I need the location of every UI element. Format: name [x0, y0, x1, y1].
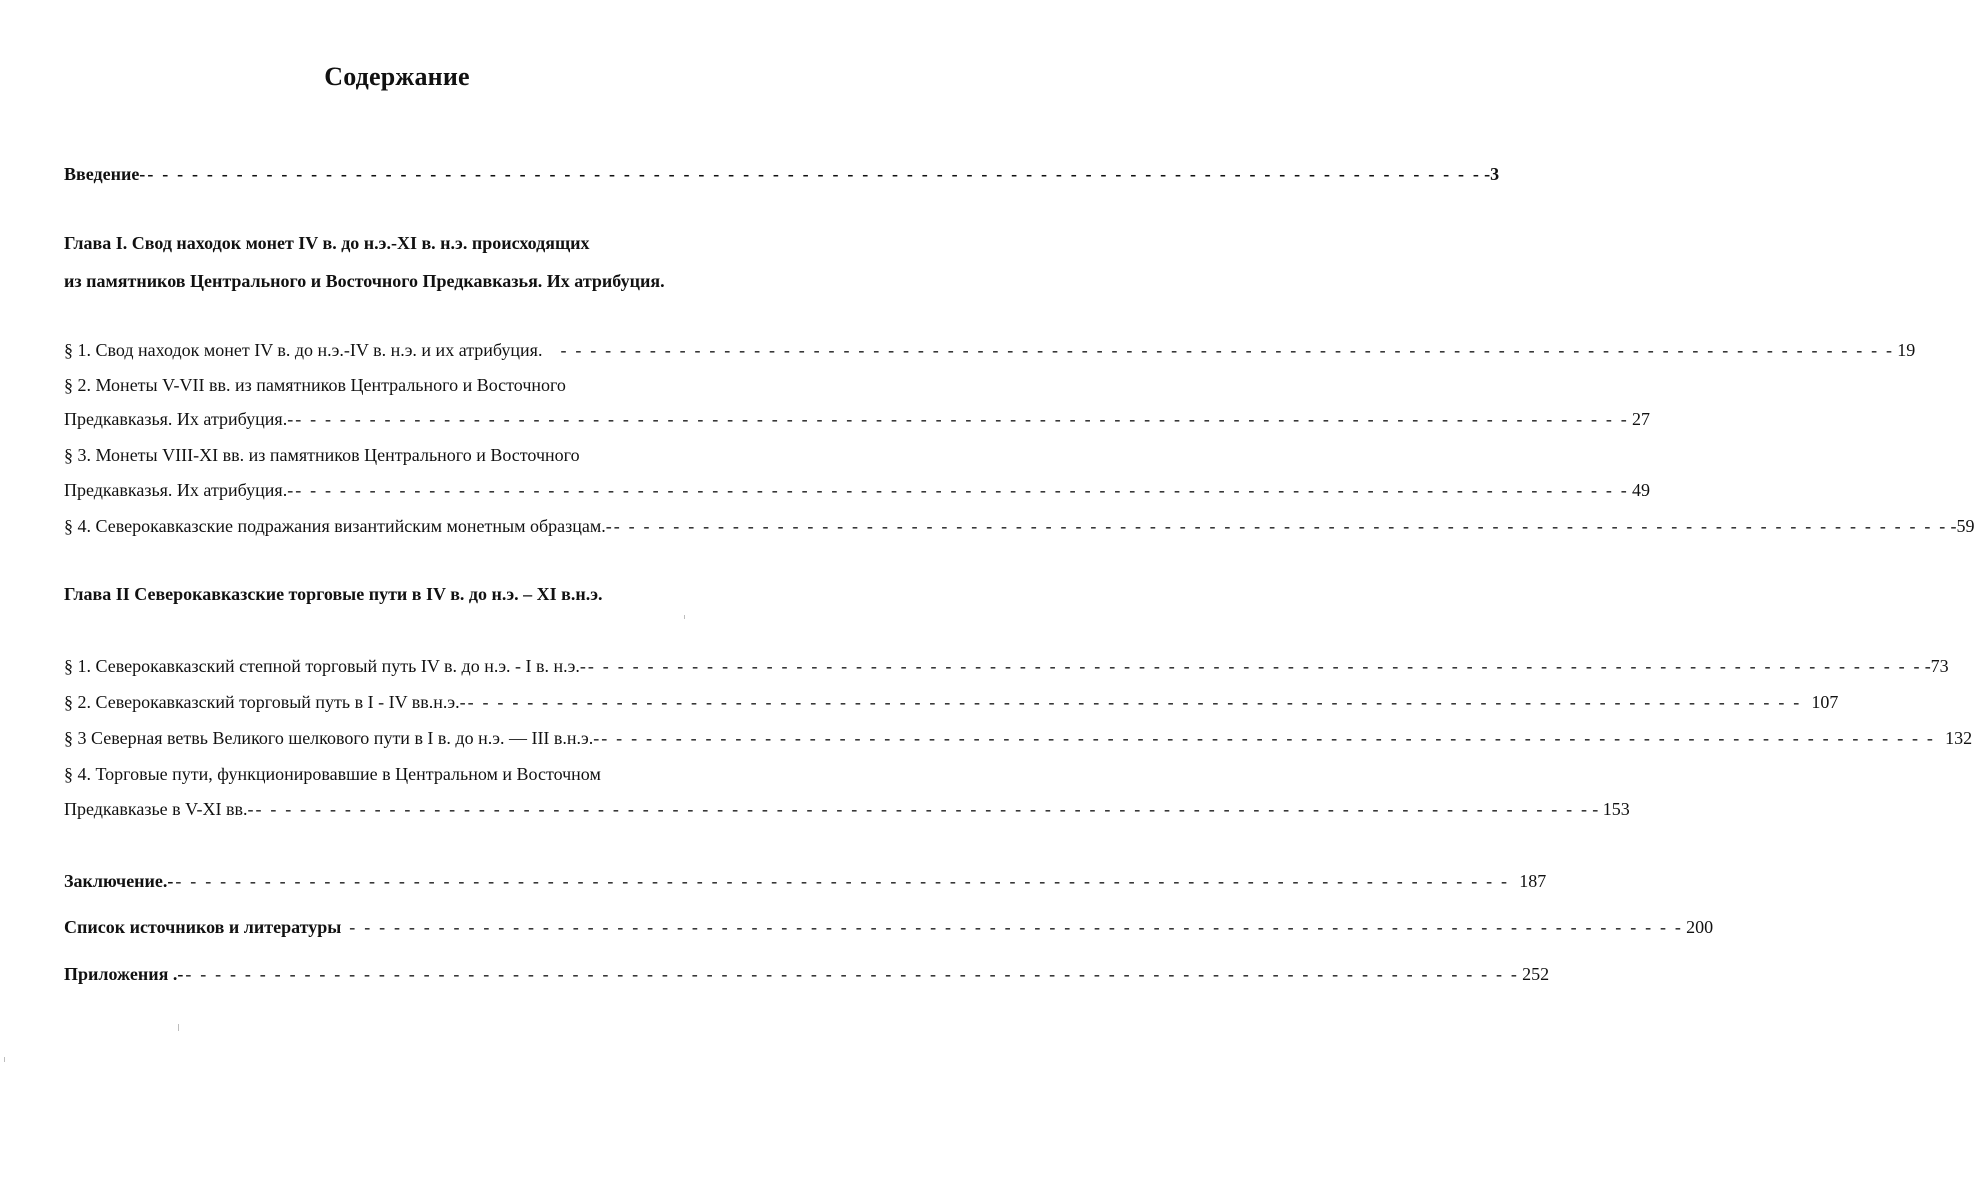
toc-entry-page: 19 — [1897, 340, 1916, 360]
page-title: Содержание — [324, 62, 470, 91]
dot-leader: - - - - - - - - - - - - - - - - - - - - - - - - - - - - - - - - - - - - - - - - - - - - - - - - - - - - - - - - - - - - - - - - - - - - - - - - - - - - - - - - - - - - - - - - - - — [601, 728, 1936, 748]
toc-entry-ch1-sec4 — [64, 513, 1975, 539]
chapter-2-heading: Глава II Северокавказские торговые пути в IV в. до н.э. – XI в.н.э. — [64, 584, 603, 604]
toc-entry-ch2-sec1 — [64, 653, 1949, 679]
chapter-1-heading-line-2: из памятников Центрального и Восточного Предкавказья. Их атрибуция. — [64, 271, 665, 291]
toc-entry-text: § 1. Свод находок монет IV в. до н.э.-IV в. н.э. и их атрибуция. — [64, 340, 543, 360]
scan-speck — [4, 1057, 5, 1062]
dot-leader: - - - - - - - - - - - - - - - - - - - - - - - - - - - - - - - - - - - - - - - - - - - - - - - - - - - - - - - - - - - - - - - - - - - - - - - - - - - - - - - - - - - - - - - - - - — [255, 799, 1590, 819]
dot-leader: - - - - - - - - - - - - - - - - - - - - - - - - - - - - - - - - - - - - - - - - - - - - - - - - - - - - - - - - - - - - - - - - - - - - - - - - - - - - - - - - - - - - - - - - - - — [147, 164, 1482, 184]
toc-entry-text: Предкавказья. Их атрибуция.- — [64, 409, 294, 429]
toc-entry-appendices — [64, 961, 1550, 987]
toc-entry-page: 27 — [1631, 409, 1650, 429]
dot-leader: - - - - - - - - - - - - - - - - - - - - - - - - - - - - - - - - - - - - - - - - - - - - - - - - - - - - - - - - - - - - - - - - - - - - - - - - - - - - - - - - - - - - - - - - - - — [587, 656, 1922, 676]
toc-entry-text: § 3 Северная ветвь Великого шелкового пути в I в. до н.э. — III в.н.э.- — [64, 728, 600, 748]
toc-entry-text: Список источников и литературы — [64, 917, 342, 937]
dot-leader: - - - - - - - - - - - - - - - - - - - - - - - - - - - - - - - - - - - - - - - - - - - - - - - - - - - - - - - - - - - - - - - - - - - - - - - - - - - - - - - - - - - - - - - - - - — [560, 340, 1895, 360]
dot-leader: - - - - - - - - - - - - - - - - - - - - - - - - - - - - - - - - - - - - - - - - - - - - - - - - - - - - - - - - - - - - - - - - - - - - - - - - - - - - - - - - - - - - - - - - - - — [467, 692, 1802, 712]
toc-entry-text: § 1. Северокавказский степной торговый путь IV в. до н.э. - I в. н.э.- — [64, 656, 586, 676]
dot-leader: - - - - - - - - - - - - - - - - - - - - - - - - - - - - - - - - - - - - - - - - - - - - - - - - - - - - - - - - - - - - - - - - - - - - - - - - - - - - - - - - - - - - - - - - - - — [175, 871, 1510, 891]
toc-entry-ch2-sec2 — [64, 689, 1839, 715]
toc-entry-ch1-sec2 — [64, 406, 1650, 432]
toc-entry-page: 107 — [1811, 692, 1839, 712]
toc-entry-ch1-sec2-line-1: § 2. Монеты V-VII вв. из памятников Центрального и Восточного — [64, 375, 566, 395]
dot-leader: - - - - - - - - - - - - - - - - - - - - - - - - - - - - - - - - - - - - - - - - - - - - - - - - - - - - - - - - - - - - - - - - - - - - - - - - - - - - - - - - - - - - - - - - - - — [295, 409, 1629, 429]
dot-leader: - - - - - - - - - - - - - - - - - - - - - - - - - - - - - - - - - - - - - - - - - - - - - - - - - - - - - - - - - - - - - - - - - - - - - - - - - - - - - - - - - - - - - - - - - - — [295, 480, 1629, 500]
toc-entry-ch1-sec1 — [64, 337, 1916, 363]
toc-entry-ch1-sec3 — [64, 477, 1650, 503]
toc-entry-page: -73 — [1924, 656, 1949, 676]
toc-entry-ch2-sec3 — [64, 725, 1973, 751]
toc-entry-page: -59 — [1950, 516, 1975, 536]
toc-entry-page: - 153 — [1592, 799, 1630, 819]
toc-entry-text: Введение- — [64, 164, 146, 184]
scan-speck — [684, 615, 685, 619]
toc-entry-page: 132 — [1945, 728, 1973, 748]
toc-entry-page: 187 — [1519, 871, 1547, 891]
toc-entry-conclusion — [64, 868, 1547, 894]
toc-entry-text: § 2. Северокавказский торговый путь в I - IV вв.н.э.- — [64, 692, 466, 712]
toc-entry-text: Заключение.- — [64, 871, 174, 891]
toc-entry-page: 49 — [1631, 480, 1650, 500]
toc-entry-text: § 4. Северокавказские подражания византийским монетным образцам.- — [64, 516, 612, 536]
toc-entry-text: Предкавказья. Их атрибуция.- — [64, 480, 294, 500]
toc-entry-ch1-sec3-line-1: § 3. Монеты VIII-XI вв. из памятников Центрального и Восточного — [64, 445, 580, 465]
dot-leader: - - - - - - - - - - - - - - - - - - - - - - - - - - - - - - - - - - - - - - - - - - - - - - - - - - - - - - - - - - - - - - - - - - - - - - - - - - - - - - - - - - - - - - - - - - — [613, 516, 1948, 536]
toc-entry-introduction — [64, 161, 1500, 187]
toc-entry-page: 252 — [1522, 964, 1550, 984]
dot-leader: - - - - - - - - - - - - - - - - - - - - - - - - - - - - - - - - - - - - - - - - - - - - - - - - - - - - - - - - - - - - - - - - - - - - - - - - - - - - - - - - - - - - - - - - - - — [185, 964, 1520, 984]
toc-entry-page: 200 — [1686, 917, 1714, 937]
toc-entry-page: -3 — [1484, 164, 1500, 184]
chapter-1-heading-line-1: Глава I. Свод находок монет IV в. до н.э.-XI в. н.э. происходящих — [64, 233, 590, 253]
toc-entry-ch2-sec4 — [64, 796, 1630, 822]
scan-speck — [178, 1024, 179, 1031]
dot-leader: - - - - - - - - - - - - - - - - - - - - - - - - - - - - - - - - - - - - - - - - - - - - - - - - - - - - - - - - - - - - - - - - - - - - - - - - - - - - - - - - - - - - - - - - - - — [349, 917, 1684, 937]
toc-entry-text: Приложения .- — [64, 964, 184, 984]
toc-entry-text: Предкавказье в V-XI вв.- — [64, 799, 254, 819]
toc-entry-bibliography — [64, 914, 1714, 940]
toc-entry-ch2-sec4-line-1: § 4. Торговые пути, функционировавшие в Центральном и Восточном — [64, 764, 601, 784]
